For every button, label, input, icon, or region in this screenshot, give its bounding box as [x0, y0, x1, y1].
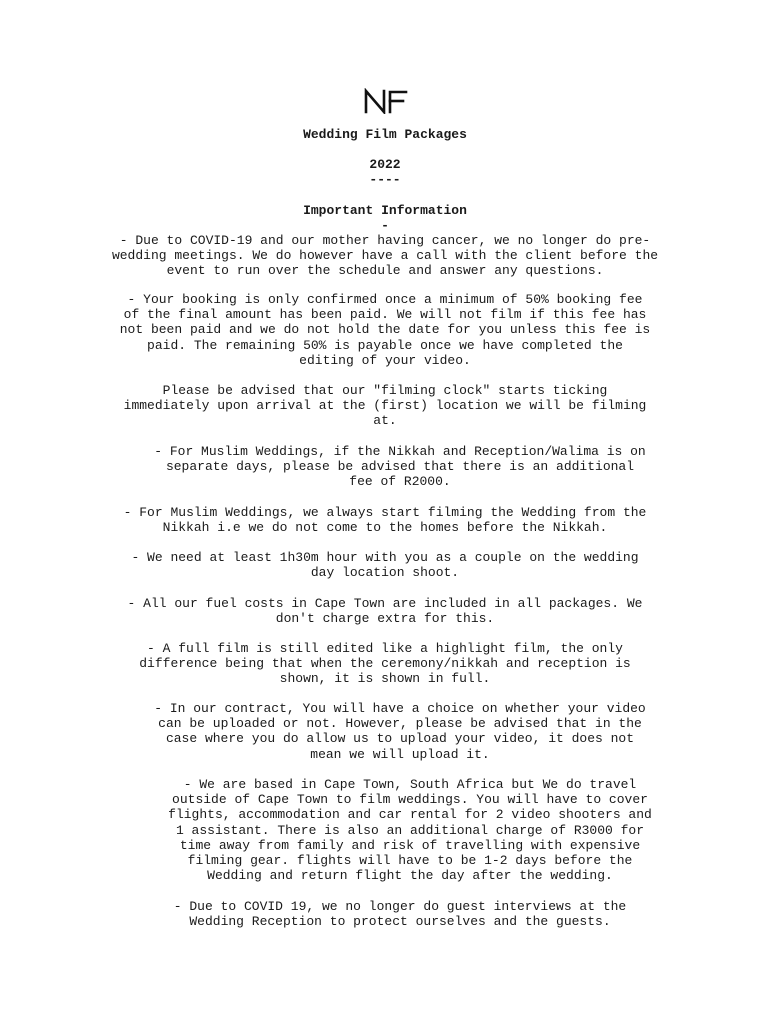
paragraph-full-film: - A full film is still edited like a highlight film, the only difference being that when the ceremony/nikkah and reception is shown, it is shown in full.: [139, 641, 631, 687]
paragraph-booking-fee: - Your booking is only confirmed once a minimum of 50% booking fee of the final amount has been paid. We will not film if this fee has not been paid and we do not hold the date for you unless this fee is paid. The remaining 50% is payable once we have completed the editing of your video.: [119, 292, 651, 368]
nf-logo: [364, 88, 408, 114]
paragraph-muslim-separate-days: - For Muslim Weddings, if the Nikkah and Reception/Walima is on separate days, please be advised that there is an additional fee of R2000.: [154, 444, 646, 490]
year-separator: ----: [369, 172, 401, 187]
paragraph-muslim-nikkah: - For Muslim Weddings, we always start filming the Wedding from the Nikkah i.e we do not come to the homes before the Nikkah.: [123, 505, 647, 536]
paragraph-travel: - We are based in Cape Town, South Africa but We do travel outside of Cape Town to film weddings. You will have to cover flights, accommodation and car rental for 2 video shooters and 1 assistant. There is also an additional charge of R3000 for time away from family and risk of travelling with expensive filming gear. flights will have to be 1-2 days before the Wedding and return flight the day after the wedding.: [168, 777, 652, 884]
paragraph-filming-clock: Please be advised that our "filming clock" starts ticking immediately upon arrival at the (first) location we will be filming at.: [123, 383, 647, 429]
paragraph-fuel-costs: - All our fuel costs in Cape Town are included in all packages. We don't charge extra for this.: [127, 596, 643, 627]
heading-dash: -: [381, 218, 389, 233]
paragraph-location-shoot: - We need at least 1h30m hour with you as a couple on the wedding day location shoot.: [131, 550, 639, 581]
document-year: 2022: [369, 157, 401, 172]
section-heading: Important Information: [303, 203, 467, 218]
paragraph-guest-interviews: - Due to COVID 19, we no longer do guest interviews at the Wedding Reception to protect ourselves and the guests.: [173, 899, 627, 930]
paragraph-contract-upload: - In our contract, You will have a choice on whether your video can be uploaded or not. However, please be advised that in the case where you do allow us to upload your video, it does not mean we will upload it.: [154, 701, 646, 762]
paragraph-covid-meetings: - Due to COVID-19 and our mother having cancer, we no longer do pre- wedding meetings. We do however have a call with the client before the event to run over the schedule and answer any questions.: [111, 233, 659, 279]
document-title: Wedding Film Packages: [303, 127, 467, 142]
